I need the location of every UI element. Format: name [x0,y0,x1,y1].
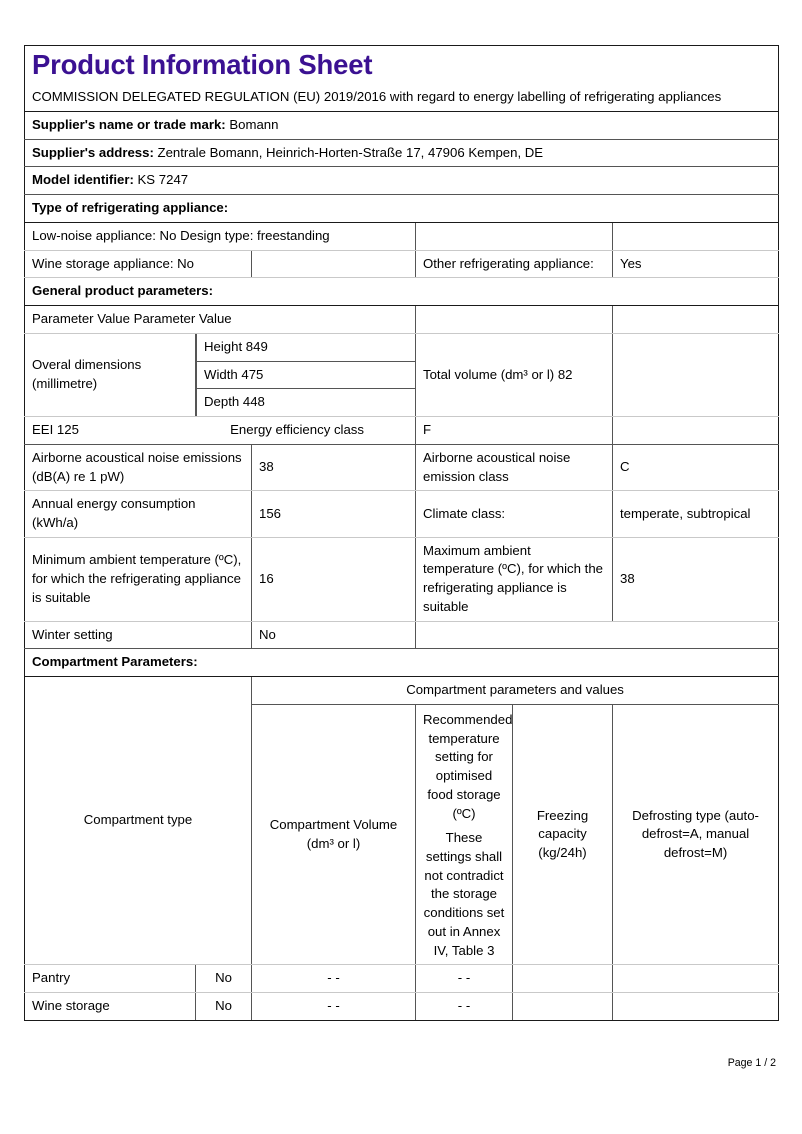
supplier-address-label: Supplier's address: [32,144,154,160]
freezing-capacity-header: Freezing capacity (kg/24h) [513,704,613,965]
page-footer: Page 1 / 2 [727,1057,776,1069]
compartment-type-wine-storage: Wine storage [25,993,196,1021]
supplier-name-label: Supplier's name or trade mark: [32,116,226,132]
temperature-header-line2: These settings shall not contradict the storage conditions set out in Annex IV, Table 3 [423,830,505,958]
supplier-address-row [25,139,779,167]
eei-cell [25,417,416,445]
compartment-parameters-heading-row [25,649,779,677]
annual-energy-label: Annual energy consumption (kWh/a) [25,491,252,537]
annual-energy-value: 156 [252,491,416,537]
overall-dimensions-label: Overal dimensions (millimetre) [25,333,196,416]
wine-storage-appliance-row [25,250,779,278]
compartment-defrost-pantry [613,965,779,993]
compartment-freezing-pantry [513,965,613,993]
dimension-row [197,334,416,361]
title-row [25,46,779,85]
low-noise-row [25,222,779,250]
winter-setting-spacer [416,621,779,649]
table-row [25,965,779,993]
parameter-value-header: Parameter Value Parameter Value [25,306,416,334]
dimensions-table [196,334,415,416]
compartment-volume-pantry: - - [252,965,416,993]
supplier-address-value: Zentrale Bomann, Heinrich-Horten-Straße 17, 47906 Kempen, DE [157,144,544,160]
dimension-height: Height 849 [197,334,416,361]
total-volume-spacer [613,333,779,416]
temperature-header-line1: Recommended temperature setting for optimised food storage (ºC) [423,711,513,821]
dimensions-subtable-cell [196,333,416,416]
model-identifier-row [25,167,779,195]
noise-class-value: C [613,444,779,490]
dimension-row [197,361,416,389]
compartment-temperature-pantry: - - [416,965,513,993]
parameter-value-header-row [25,306,779,334]
min-ambient-temp-value: 16 [252,537,416,621]
compartment-group-header: Compartment parameters and values [252,677,779,705]
model-identifier-cell [25,167,779,195]
eei-class-value: F [416,417,613,445]
eei-spacer [613,417,779,445]
compartment-present-pantry: No [196,965,252,993]
dimension-width: Width 475 [197,361,416,389]
eei-value: EEI 125 [32,422,79,438]
winter-setting-label: Winter setting [25,621,252,649]
model-identifier-label: Model identifier: [32,172,134,188]
compartment-parameters-heading: Compartment Parameters: [25,649,779,677]
max-ambient-temp-label: Maximum ambient temperature (ºC), for which the refrigerating appliance is suitable [416,537,613,621]
max-ambient-temp-value: 38 [613,537,779,621]
compartment-group-header-row [25,677,779,705]
climate-class-value: temperate, subtropical [613,491,779,537]
compartment-freezing-wine-storage [513,993,613,1021]
compartment-type-header: Compartment type [25,677,252,965]
general-parameters-heading-row [25,278,779,306]
compartment-type-pantry: Pantry [25,965,196,993]
model-identifier-value: KS 7247 [137,172,189,188]
document-table [24,45,779,1021]
total-volume-cell: Total volume (dm³ or l) 82 [416,333,613,416]
overall-dimensions-row [25,333,779,416]
title-cell [25,46,779,85]
noise-value: 38 [252,444,416,490]
noise-row [25,444,779,490]
climate-class-label: Climate class: [416,491,613,537]
dimension-row [197,389,416,416]
winter-setting-row [25,621,779,649]
compartment-present-wine-storage: No [196,993,252,1021]
supplier-name-row [25,111,779,139]
supplier-address-cell [25,139,779,167]
supplier-name-value: Bomann [229,116,279,132]
page-title: Product Information Sheet [32,49,373,80]
regulation-intro: COMMISSION DELEGATED REGULATION (EU) 2019/2016 with regard to energy labelling of refrigerating appliances [25,84,779,111]
low-noise-spacer-a [416,222,613,250]
intro-row [25,84,779,111]
annual-energy-row [25,491,779,537]
eei-row [25,417,779,445]
supplier-name-cell [25,111,779,139]
low-noise-cell: Low-noise appliance: No Design type: freestanding [25,222,416,250]
appliance-type-heading-row [25,195,779,223]
noise-label: Airborne acoustical noise emissions (dB(A) re 1 pW) [25,444,252,490]
compartment-defrost-wine-storage [613,993,779,1021]
compartment-temperature-header [416,704,513,965]
parameter-value-spacer-b [613,306,779,334]
winter-setting-value: No [252,621,416,649]
compartment-temperature-wine-storage: - - [416,993,513,1021]
appliance-type-heading: Type of refrigerating appliance: [25,195,779,223]
ambient-temperature-row [25,537,779,621]
parameter-value-spacer-a [416,306,613,334]
low-noise-spacer-b [613,222,779,250]
wine-storage-spacer [252,250,416,278]
defrosting-type-header: Defrosting type (auto-defrost=A, manual defrost=M) [613,704,779,965]
dimension-depth: Depth 448 [197,389,416,416]
noise-class-label: Airborne acoustical noise emission class [416,444,613,490]
other-appliance-value: Yes [613,250,779,278]
compartment-volume-wine-storage: - - [252,993,416,1021]
eei-class-label: Energy efficiency class [230,422,364,438]
wine-storage-appliance-cell: Wine storage appliance: No [25,250,252,278]
product-information-sheet [24,45,778,1021]
compartment-volume-header: Compartment Volume (dm³ or l) [252,704,416,965]
min-ambient-temp-label: Minimum ambient temperature (ºC), for which the refrigerating appliance is suitable [25,537,252,621]
table-row [25,993,779,1021]
other-appliance-label: Other refrigerating appliance: [416,250,613,278]
general-parameters-heading: General product parameters: [25,278,779,306]
